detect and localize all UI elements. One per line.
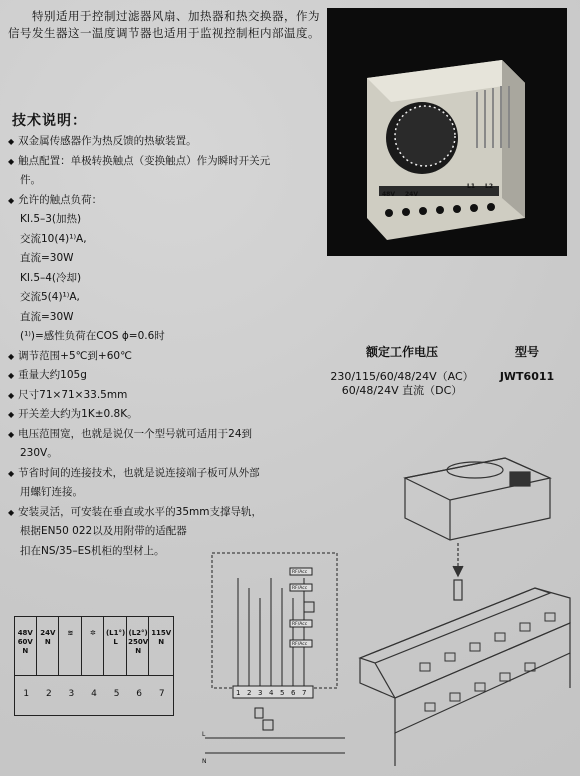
voltage-ac: 230/115/60/48/24V（AC） (330, 370, 474, 383)
spec-item: 交流10(4)¹⁾A, (20, 232, 87, 245)
wiring-terminal-5: 5 (280, 689, 285, 697)
terminal-number-6: 6 (136, 689, 142, 699)
terminal-number-2: 2 (45, 689, 52, 699)
svg-text:L2: L2 (485, 183, 493, 190)
terminal-table (14, 616, 174, 716)
spec-item: 230V。 (20, 447, 58, 459)
header-model: 型号 (514, 345, 539, 359)
intro-text: 特别适用于控制过滤器风扇、加热器和热交换器，作为信号发生器这一温度调节器也适用于监视控制柜内部温度。 (8, 9, 320, 40)
rf-label-4: RF/Acc (292, 642, 308, 647)
model-number: JWT6011 (499, 370, 555, 383)
terminal-header-7: 115V N (151, 629, 172, 646)
spec-item: ◆ 调节范围+5℃到+60℃ (8, 347, 308, 367)
photo-label-48v: 48V (382, 191, 395, 198)
spec-item: ◆ 开关差大约为1K±0.8K。 (8, 405, 308, 425)
wiring-terminal-4: 4 (269, 689, 274, 697)
wiring-terminal-7: 7 (302, 689, 307, 697)
terminal-header-6: (L2°) 250V N (128, 617, 150, 675)
rf-label-3: RF/Acc (292, 622, 308, 627)
rf-label-1: RF/Acc (292, 570, 308, 575)
terminal-divider (15, 675, 173, 676)
terminal-number-7: 7 (158, 689, 165, 699)
wiring-diagram (200, 548, 350, 770)
voltage-dc: 60/48/24V 直流（DC） (341, 384, 463, 397)
thermostat-image (327, 8, 567, 256)
spec-item: ◆ 触点配置：单极转换触点（变换触点）作为瞬时开关元 (8, 152, 308, 172)
wiring-terminal-6: 6 (291, 689, 296, 697)
spec-item: 直流=30W (20, 252, 74, 264)
spec-item: 直流=30W (20, 310, 74, 323)
table-row (312, 370, 562, 398)
spec-item: ◆ 双金属传感器作为热反馈的热敏装置。 (8, 132, 308, 152)
spec-item: 用螺钉连接。 (20, 486, 83, 498)
spec-item: ◆ 电压范围宽，也就是说仅一个型号就可适用于24到 (8, 425, 308, 445)
wiring-terminal-3: 3 (258, 689, 263, 697)
terminal-number-5: 5 (113, 689, 120, 699)
spec-title: 技术说明： (12, 113, 87, 129)
product-photo (327, 8, 567, 256)
spec-item: ◆ 安装灵活，可安装在垂直或水平的35mm支撑导轨， (8, 503, 308, 523)
wiring-terminal-1: 1 (236, 689, 241, 697)
terminal-number-1: 1 (23, 689, 30, 699)
spec-item: 交流5(4)¹⁾A, (20, 291, 80, 303)
rf-label-2: RF/Acc (292, 586, 308, 591)
spec-list (8, 132, 308, 561)
spec-item: (¹⁾)=感性负荷在COS ϕ=0.6时 (20, 330, 165, 342)
spec-item: ◆ 重量大约105g (8, 366, 308, 386)
terminal-header-2: 24V N (38, 617, 60, 675)
voltage-model-table (312, 343, 562, 398)
terminal-header-5: (L1°) L (105, 617, 127, 675)
terminal-number-3: 3 (68, 689, 75, 699)
terminal-number-4: 4 (91, 689, 97, 699)
spec-item: 根据EN50 022以及用附带的适配器 (20, 525, 187, 537)
spec-item: ◆ 尺寸71×71×33.5mm (8, 386, 308, 406)
spec-item: KI.5–3(加热) (20, 213, 82, 225)
terminal-header-4: ✲ (83, 617, 105, 675)
svg-text:24V: 24V (405, 191, 418, 198)
bus-L: L (202, 731, 206, 738)
header-voltage: 额定工作电压 (365, 345, 438, 359)
wiring-terminal-2: 2 (247, 689, 252, 697)
svg-text:L1: L1 (467, 183, 475, 190)
terminal-header-1: 48V 60V N (15, 617, 37, 675)
spec-item: KI.5–4(冷却) (20, 271, 82, 284)
terminal-header-3: ≋ (60, 617, 82, 675)
spec-item: ◆ 节省时间的连接技术，也就是说连接端子板可从外部 (8, 464, 308, 484)
spec-item: 扣在NS/35–ES机柜的型材上。 (20, 544, 165, 557)
spec-item: ◆ 允许的触点负荷： (8, 191, 308, 211)
din-rail-drawing (350, 448, 575, 773)
spec-item: 件。 (20, 174, 41, 186)
bus-N: N (202, 758, 207, 765)
